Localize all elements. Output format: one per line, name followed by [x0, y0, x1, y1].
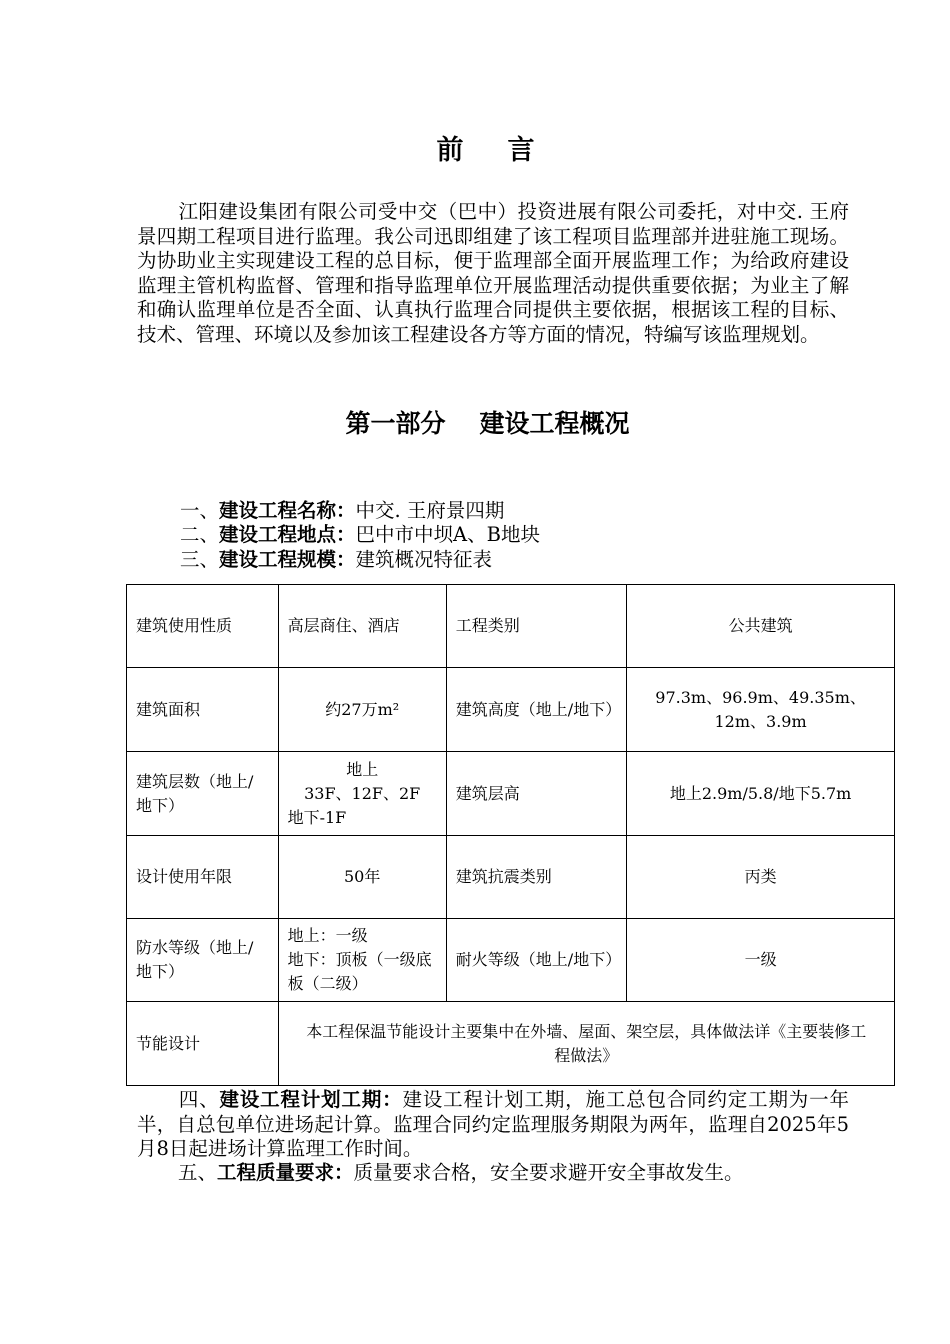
table-cell: 97.3m、96.9m、49.35m、12m、3.9m: [627, 668, 895, 752]
cell-line: 地上：一级: [287, 926, 368, 945]
table-row: [127, 585, 895, 668]
item-prefix: 五、: [178, 1161, 218, 1184]
table-row: [127, 1002, 895, 1086]
item-project-scale: [180, 547, 492, 573]
item-prefix: 一、: [180, 499, 220, 522]
table-cell: 高层商住、酒店: [278, 585, 446, 668]
cell-line: 地下-1F: [287, 807, 347, 827]
table-cell: 建筑使用性质: [127, 585, 279, 668]
intro-paragraph: [137, 200, 849, 347]
table-cell: 建筑层数（地上/地下）: [127, 752, 279, 836]
table-row: [127, 668, 895, 752]
table-cell: 50年: [278, 836, 446, 919]
item-value: 建筑概况特征表: [355, 548, 493, 571]
item-value: 巴中市中坝A、B地块: [355, 523, 540, 546]
table-cell: 节能设计: [127, 1002, 279, 1086]
table-cell: 耐火等级（地上/地下）: [446, 919, 626, 1002]
item-project-name: [180, 498, 504, 524]
table-cell: [278, 919, 446, 1002]
cell-line: 地上: [346, 759, 379, 779]
table-cell: 约27万m²: [278, 668, 446, 752]
cell-line: 地下：顶板（一级底板（二级）: [287, 950, 432, 993]
item-prefix: 二、: [180, 523, 220, 546]
table-row: [127, 752, 895, 836]
item-value: 建设工程计划工期，施工总包合同约定工期为一年半，自总包单位进场起计算。监理合同约定监理服务期限为两年，监理自2025年5月8日起进场计算监理工作时间。: [137, 1088, 849, 1160]
preface-heading: [0, 128, 950, 167]
table-cell: 丙类: [627, 836, 895, 919]
table-cell: 建筑高度（地上/地下）: [446, 668, 626, 752]
item-project-location: [180, 522, 540, 548]
item-label: 建设工程规模：: [219, 548, 356, 571]
table-cell: [278, 752, 446, 836]
table-cell: 建筑抗震类别: [446, 836, 626, 919]
table-cell: 本工程保温节能设计主要集中在外墙、屋面、架空层，具体做法详《主要装修工程做法》: [278, 1002, 894, 1086]
item-label: 建设工程名称：: [219, 499, 356, 522]
table-cell: 一级: [627, 919, 895, 1002]
item-prefix: 三、: [180, 548, 220, 571]
intro-text: 江阳建设集团有限公司受中交（巴中）投资进展有限公司委托，对中交. 王府景四期工程项目进行监理。我公司迅即组建了该工程项目监理部并进驻施工现场。为协助业主实现建设工程的总目标，便于监理部全面开展监理工作；为给政府建设监理主管机构监督、管理和指导监理单位开展监理活动提供重要依据；为业主了解和确认监理单位是否全面、认真执行监理合同提供主要依据，根据该工程的目标、技术、管理、环境以及参加该工程建设各方等方面的情况，特编写该监理规划。: [137, 200, 849, 346]
table-cell: 地上2.9m/5.8/地下5.7m: [627, 752, 895, 836]
table-cell: 设计使用年限: [127, 836, 279, 919]
table-cell: 建筑层高: [446, 752, 626, 836]
item-prefix: 四、: [178, 1088, 220, 1111]
cell-line: 33F、12F、2F: [304, 783, 421, 803]
part-number: 第一部分: [345, 409, 446, 438]
item-label: 工程质量要求：: [217, 1161, 354, 1184]
item-value: 质量要求合格，安全要求避开安全事故发生。: [353, 1161, 744, 1184]
item-label: 建设工程计划工期：: [219, 1088, 403, 1111]
table-cell: 公共建筑: [627, 585, 895, 668]
table-row: [127, 836, 895, 919]
table-row: [127, 919, 895, 1002]
item-quality: [137, 1161, 849, 1186]
preface-heading-second: 言: [507, 135, 539, 166]
part-name: 建设工程概况: [479, 409, 630, 438]
item-label: 建设工程地点：: [219, 523, 356, 546]
building-feature-table: [126, 584, 895, 1086]
table-cell: 工程类别: [446, 585, 626, 668]
preface-heading-first: 前: [436, 135, 468, 166]
item-value: 中交. 王府景四期: [355, 499, 505, 522]
table-cell: 防水等级（地上/地下）: [127, 919, 279, 1002]
part-one-heading: [0, 404, 950, 440]
table-cell: 建筑面积: [127, 668, 279, 752]
item-schedule: [137, 1088, 849, 1162]
